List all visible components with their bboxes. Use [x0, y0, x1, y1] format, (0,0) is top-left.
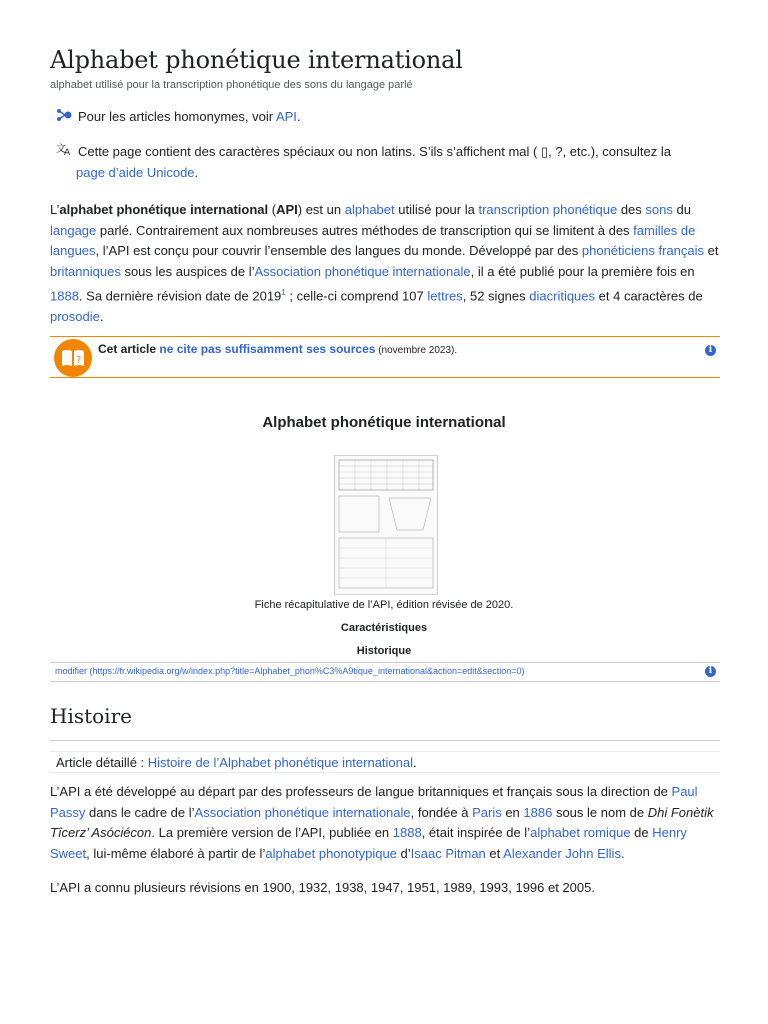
transcription-link[interactable]: transcription phonétique [478, 202, 618, 217]
isaac-pitman-link[interactable]: Isaac Pitman [410, 846, 486, 862]
reference-1[interactable]: 1 [281, 287, 286, 297]
infobox-title: Alphabet phonétique international [262, 414, 506, 431]
alexander-ellis-link[interactable]: Alexander John Ellis [503, 846, 621, 862]
year-1886-link[interactable]: 1886 [523, 804, 553, 820]
page-title: Alphabet phonétique international [50, 46, 463, 74]
unicode-hatnote: 文 A Cette page contient des caractères spéciaux ou non latins. S’ils s’affichent mal ( ▯, ?, etc.), consultez la page d’aide Unicode. [56, 141, 716, 183]
alphabet-romique-link[interactable]: alphabet romique [530, 825, 631, 841]
disambiguation-icon [56, 106, 72, 127]
familles-langues-link[interactable]: familles de langues [50, 222, 696, 259]
translate-icon [56, 141, 72, 162]
svg-text:A: A [64, 148, 71, 156]
edit-infobox-link[interactable]: modifier (https://fr.wikipedia.org/w/index.php?title=Alphabet_phon%C3%A9tique_international&action=edit&section=0) [55, 666, 525, 676]
info-icon[interactable]: i [705, 666, 716, 677]
api-link[interactable]: API [275, 109, 297, 124]
infobox-edit-bar [50, 662, 720, 682]
diacritiques-link[interactable]: diacritiques [529, 288, 596, 304]
main-article-note: Article détaillé : Histoire de l’Alphabet phonétique international. [50, 751, 720, 773]
svg-text:?: ? [76, 355, 82, 366]
paris-link[interactable]: Paris [472, 804, 502, 820]
paul-passy-link[interactable]: Paul Passy [50, 784, 698, 820]
langage-link[interactable]: langage [50, 222, 97, 238]
year-1888-link[interactable]: 1888 [50, 288, 79, 304]
section-divider [50, 740, 720, 741]
ipa-chart-image[interactable] [334, 455, 438, 595]
intro-paragraph: L’alphabet phonétique international (API) est un alphabet utilisé pour la transcription phonétique des sons du langage parlé. Contrairement aux nombreuses autres méthodes de transcription qui se limitent à des familles de langues, l’API est conçu pour couvrir l’ensemble des langues du monde. Développé par des phonéticiens français et britanniques sous les auspices de l’Association phonétique internationale, il a été publié pour la première fois en 1888. Sa dernière révision date de 2019$^1$ ; celle-ci comprend 107 lettres, 52 signes diacritiques et 4 caractères de prosodie. [50, 202, 719, 324]
unicode-help-link[interactable]: page d’aide Unicode [76, 165, 195, 180]
sources-warning-banner: ? Cet article ne cite pas suffisamment ses sources (novembre 2023). i [50, 336, 720, 378]
svg-text:文: 文 [56, 144, 66, 155]
phoneticiens-link[interactable]: phonéticiens français [581, 243, 705, 259]
infobox-history-header[interactable]: Historique [356, 645, 412, 657]
book-icon [54, 339, 92, 377]
info-icon[interactable]: i [705, 345, 716, 356]
henry-sweet-link[interactable]: Henry Sweet [50, 825, 687, 862]
page-subtitle: alphabet utilisé pour la transcription phonétique des sons du langage parlé [50, 79, 413, 91]
section-heading-histoire: Histoire [50, 704, 132, 728]
year-1888-link-2[interactable]: 1888 [392, 825, 422, 841]
prosodie-link[interactable]: prosodie [50, 308, 100, 324]
association-link[interactable]: Association phonétique internationale [254, 264, 471, 280]
alphabet-link[interactable]: alphabet [344, 202, 395, 217]
histoire-api-link[interactable]: Histoire de l’Alphabet phonétique international [147, 755, 414, 770]
alphabet-phonotypique-link[interactable]: alphabet phonotypique [265, 846, 397, 862]
association-link-2[interactable]: Association phonétique internationale [194, 804, 411, 820]
infobox-characteristics-header[interactable]: Caractéristiques [340, 622, 428, 634]
disambiguation-hatnote: Pour les articles homonymes, voir API. [56, 106, 301, 127]
britanniques-link[interactable]: britanniques [50, 264, 121, 280]
history-paragraph: L’API a été développé au départ par des professeurs de langue britanniques et français sous la direction de Paul Passy dans le cadre de l’Association phonétique internationale, fondée à Paris en 1886 sous le nom de Dhi Fonètik Tîcerz’ Asóciécon. La première version de l’API, publiée en 1888, était inspirée de l’alphabet romique de Henry Sweet, lui-même élaboré à partir de l’alphabet phonotypique d’Isaac Pitman et Alexander John Ellis. [50, 784, 714, 862]
sons-link[interactable]: sons [645, 202, 673, 217]
revisions-paragraph: L’API a connu plusieurs révisions en 1900, 1932, 1938, 1947, 1951, 1989, 1993, 1996 et 2005. [50, 880, 595, 895]
lettres-link[interactable]: lettres [427, 288, 463, 304]
sources-link[interactable]: ne cite pas suffisamment ses sources [159, 342, 376, 356]
image-caption: Fiche récapitulative de l’API, édition révisée de 2020. [254, 599, 514, 611]
